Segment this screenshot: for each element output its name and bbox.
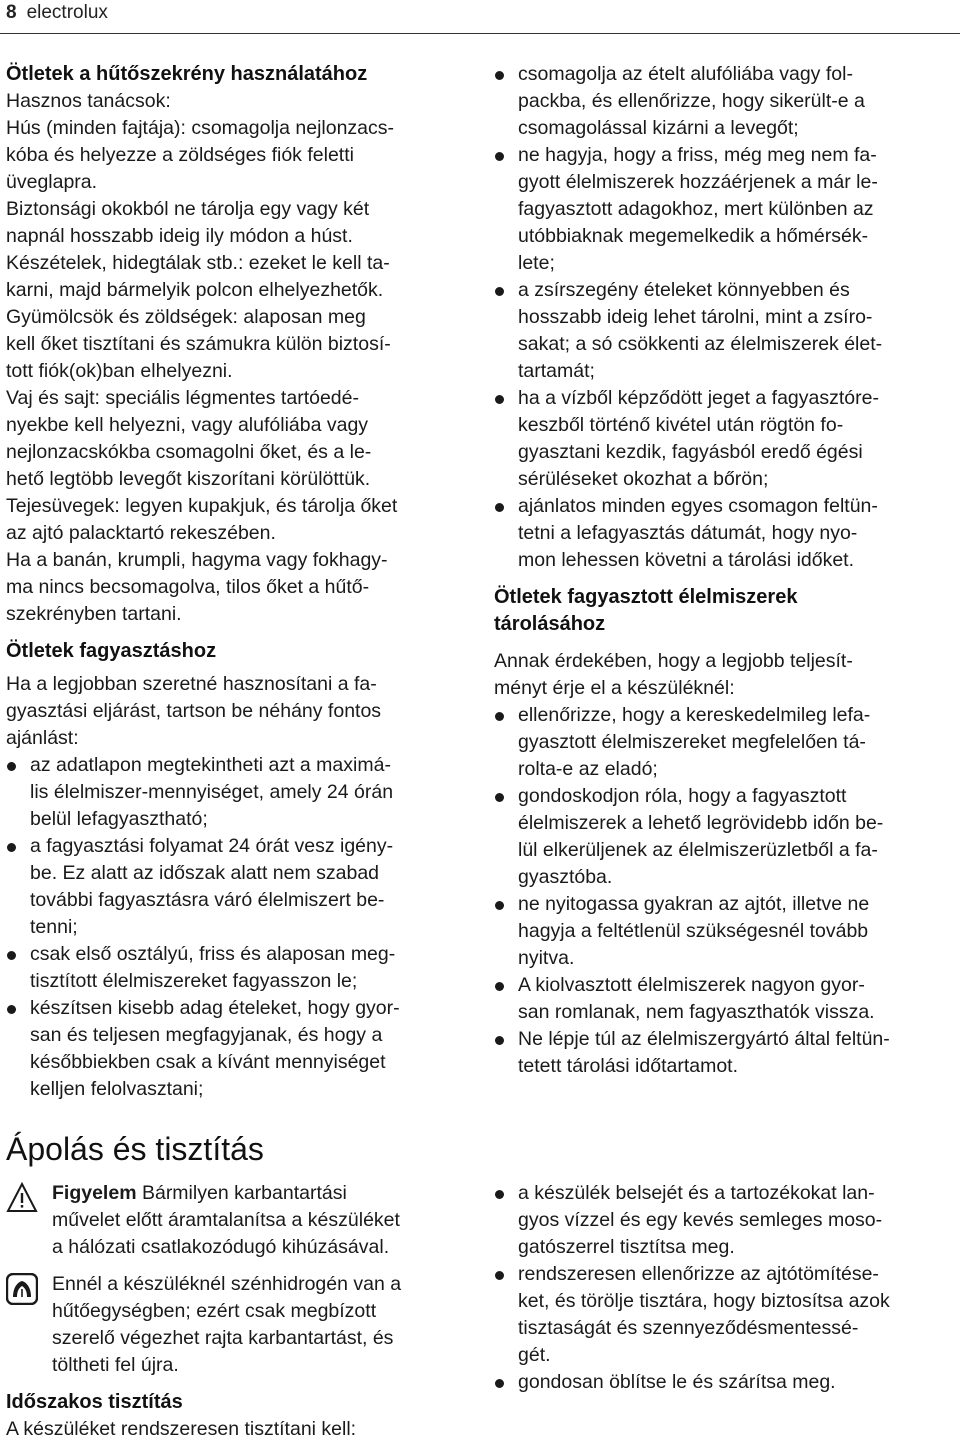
text-line: Ha a legjobban szeretné hasznosítani a fa- [6,673,377,695]
header-divider [0,33,960,34]
warning-first-line [52,1180,468,1207]
list-item-line: tartamát; [518,360,595,382]
list-item [6,995,468,1103]
list-item-line: lis élelmiszer-mennyiséget, amely 24 órán [30,781,394,803]
list-item-line: gondoskodjon róla, hogy a fagyasztott [518,785,847,807]
text-line: ajánlást: [6,727,79,749]
text-line: ményt érje el a készüléknél: [494,677,735,699]
list-item-line: fagyasztott adagokhoz, mert különben az [518,198,874,220]
environment-icon [6,1273,38,1305]
list-item-line: élelmiszerek a lehető legrövidebb időn be- [518,812,884,834]
list-item [494,385,956,493]
care-right-column [494,1180,956,1396]
list-item-line: lete; [518,252,555,274]
freezing-tips-title: Ötletek fagyasztáshoz [6,640,217,662]
text-line: Annak érdekében, hogy a legjobb teljesít- [494,650,853,672]
periodic-cleaning-intro: A készüléket rendszeresen tisztítani kell: [6,1418,357,1440]
fridge-tips-body [6,88,468,628]
list-item-line: csomagolja az ételt alufóliába vagy fol- [518,63,853,85]
list-item-line: a zsírszegény ételeket könnyebben és [518,279,850,301]
list-item-line: ellenőrizze, hogy a kereskedelmileg lefa- [518,704,871,726]
text-line: a hálózati csatlakozódugó kihúzásával. [52,1236,390,1258]
text-line: nyekbe kell helyezni, vagy alufóliába vagy [6,414,369,436]
list-item-line: későbbiekben csak a kívánt mennyiséget [30,1051,386,1073]
list-item [6,752,468,833]
list-item-line: Ne lépje túl az élelmiszergyártó által feltün- [518,1028,890,1050]
care-left-column [6,1180,468,1443]
text-line: üveglapra. [6,171,98,193]
text-line: Hasznos tanácsok: [6,90,171,112]
text-line: ma nincs becsomagolva, tilos őket a hűtő- [6,576,370,598]
page-number: 8 [6,2,17,23]
list-item-line: ne hagyja, hogy a friss, még meg nem fa- [518,144,877,166]
list-item [494,783,956,891]
list-item-line: belül lefagyasztható; [30,808,208,830]
freezing-tips-intro [6,671,468,752]
list-item-line: gyasztani kezdik, fagyásból eredő égési [518,441,863,463]
environment-note [6,1271,468,1379]
list-item-line: a fagyasztási folyamat 24 órát vesz igény- [30,835,394,857]
list-item-line: gyott élelmiszerek hozzáérjenek a már le- [518,171,878,193]
list-item [6,833,468,941]
text-line: töltheti fel újra. [52,1354,179,1376]
text-line: Gyümölcsök és zöldségek: alaposan meg [6,306,366,328]
list-item [494,972,956,1026]
list-item-line: hagyja a feltétlenül szükségesnél tovább [518,920,869,942]
list-item-line: tetni a lefagyasztás dátumát, hogy nyo- [518,522,858,544]
periodic-cleaning-list [494,1180,956,1396]
text-line: hűtőegységben; ezért csak megbízott [52,1300,377,1322]
list-item [494,891,956,972]
text-line: hető legtöbb levegőt kiszorítani körülöttük. [6,468,371,490]
list-item-line: tisztított élelmiszereket fagyasszon le; [30,970,358,992]
text-line: szekrényben tartani. [6,603,182,625]
list-item-line: gatószerrel tisztítsa meg. [518,1236,735,1258]
text-line: tott fiók(ok)ban elhelyezni. [6,360,233,382]
list-item-line: tenni; [30,916,78,938]
list-item-line: tisztaságát és szennyeződésmentessé- [518,1317,859,1339]
list-item [494,1369,956,1396]
care-title: Ápolás és tisztítás [6,1131,264,1167]
warning-text: Bármilyen karbantartási [136,1182,347,1204]
text-line: nejlonzacskókba csomagolni őket, és a le- [6,441,372,463]
freezing-tips-list [6,752,468,1103]
list-item-line: kelljen felolvasztani; [30,1078,204,1100]
list-item-line: rendszeresen ellenőrizze az ajtótömítése- [518,1263,879,1285]
text-line: napnál hosszabb ideig ily módon a húst. [6,225,353,247]
text-line: Készételek, hidegtálak stb.: ezeket le kell ta- [6,252,390,274]
periodic-cleaning-title: Időszakos tisztítás [6,1391,183,1413]
text-line: szerelő végezhet rajta karbantartást, és [52,1327,394,1349]
list-item-line: mon lehessen követni a tárolási időket. [518,549,855,571]
brand-name: electrolux [26,2,108,23]
list-item-line: gyasztott élelmiszereket megfelelően tá- [518,731,866,753]
text-line: Biztonsági okokból ne tárolja egy vagy két [6,198,370,220]
right-column [494,61,956,1080]
list-item-line: ajánlatos minden egyes csomagon feltün- [518,495,878,517]
list-item-line: tetett tárolási időtartamot. [518,1055,739,1077]
list-item-line: san és teljesen megfagyjanak, és hogy a [30,1024,383,1046]
list-item-line: rolta-e az eladó; [518,758,658,780]
list-item-line: sérüléseket okozhat a bőrön; [518,468,769,490]
list-item [494,493,956,574]
list-item-line: sakat; a só csökkenti az élelmiszerek élet- [518,333,883,355]
list-item-line: gondosan öblítse le és szárítsa meg. [518,1371,836,1393]
list-item-line: utóbbiaknak megemelkedik a hőmérsék- [518,225,869,247]
list-item-line: ne nyitogassa gyakran az ajtót, illetve ne [518,893,870,915]
list-item [494,142,956,277]
list-item [494,1180,956,1261]
list-item-line: készítsen kisebb adag ételeket, hogy gyor- [30,997,400,1019]
text-line: az ajtó palacktartó rekeszében. [6,522,276,544]
list-item-line: be. Ez alatt az időszak alatt nem szabad [30,862,380,884]
title-line: Ötletek fagyasztott élelmiszerek [494,586,798,608]
list-item-line: gét. [518,1344,551,1366]
list-item-line: keszből történő kivétel után rögtön fo- [518,414,844,436]
text-line: kóba és helyezze a zöldséges fiók feletti [6,144,354,166]
warning-note [6,1180,468,1261]
list-item-line: packba, és ellenőrizze, hogy sikerült-e a [518,90,865,112]
list-item [494,277,956,385]
text-line: Ha a banán, krumpli, hagyma vagy fokhagy- [6,549,388,571]
text-line: Tejesüvegek: legyen kupakjuk, és tárolja őket [6,495,398,517]
warning-icon [6,1182,38,1214]
list-item [494,702,956,783]
text-line: Vaj és sajt: speciális légmentes tartóedé- [6,387,359,409]
title-line: tárolásához [494,613,606,635]
list-item-line: ket, és törölje tisztára, hogy biztosítsa azok [518,1290,890,1312]
page-header [6,0,108,26]
list-item [494,1261,956,1369]
frozen-storage-list [494,702,956,1080]
fridge-tips-title: Ötletek a hűtőszekrény használatához [6,63,368,85]
list-item-line: hosszabb ideig lehet tárolni, mint a zsíro- [518,306,873,328]
list-item [6,941,468,995]
list-item [494,61,956,142]
text-line: karni, majd bármelyik polcon elhelyezhetők. [6,279,384,301]
list-item-line: a készülék belsejét és a tartozékokat lan- [518,1182,875,1204]
frozen-storage-intro [494,648,956,702]
list-item-line: nyitva. [518,947,575,969]
list-item-line: A kiolvasztott élelmiszerek nagyon gyor- [518,974,865,996]
list-item-line: san romlanak, nem fagyaszthatók vissza. [518,1001,875,1023]
list-item-line: lül elkerüljenek az élelmiszerüzletből a fa- [518,839,878,861]
text-line: kell őket tisztítani és számukra külön biztosí- [6,333,391,355]
text-line: gyasztási eljárást, tartson be néhány fontos [6,700,382,722]
list-item-line: gyos vízzel és egy kevés semleges moso- [518,1209,883,1231]
freezing-tips-list-continued [494,61,956,574]
list-item-line: gyasztóba. [518,866,613,888]
list-item [494,1026,956,1080]
list-item-line: ha a vízből képződött jeget a fagyasztóre- [518,387,879,409]
list-item-line: az adatlapon megtekintheti azt a maximá- [30,754,391,776]
warning-label: Figyelem [52,1182,137,1204]
list-item-line: csomagolással kizárni a levegőt; [518,117,799,139]
text-line: Ennél a készüléknél szénhidrogén van a [52,1273,402,1295]
frozen-storage-title [494,584,956,638]
list-item-line: csak első osztályú, friss és alaposan meg- [30,943,396,965]
list-item-line: további fagyasztásra váró élelmiszert be- [30,889,385,911]
text-line: Hús (minden fajtája): csomagolja nejlonzacs- [6,117,395,139]
left-column [6,61,468,1103]
text-line: művelet előtt áramtalanítsa a készüléket [52,1209,400,1231]
